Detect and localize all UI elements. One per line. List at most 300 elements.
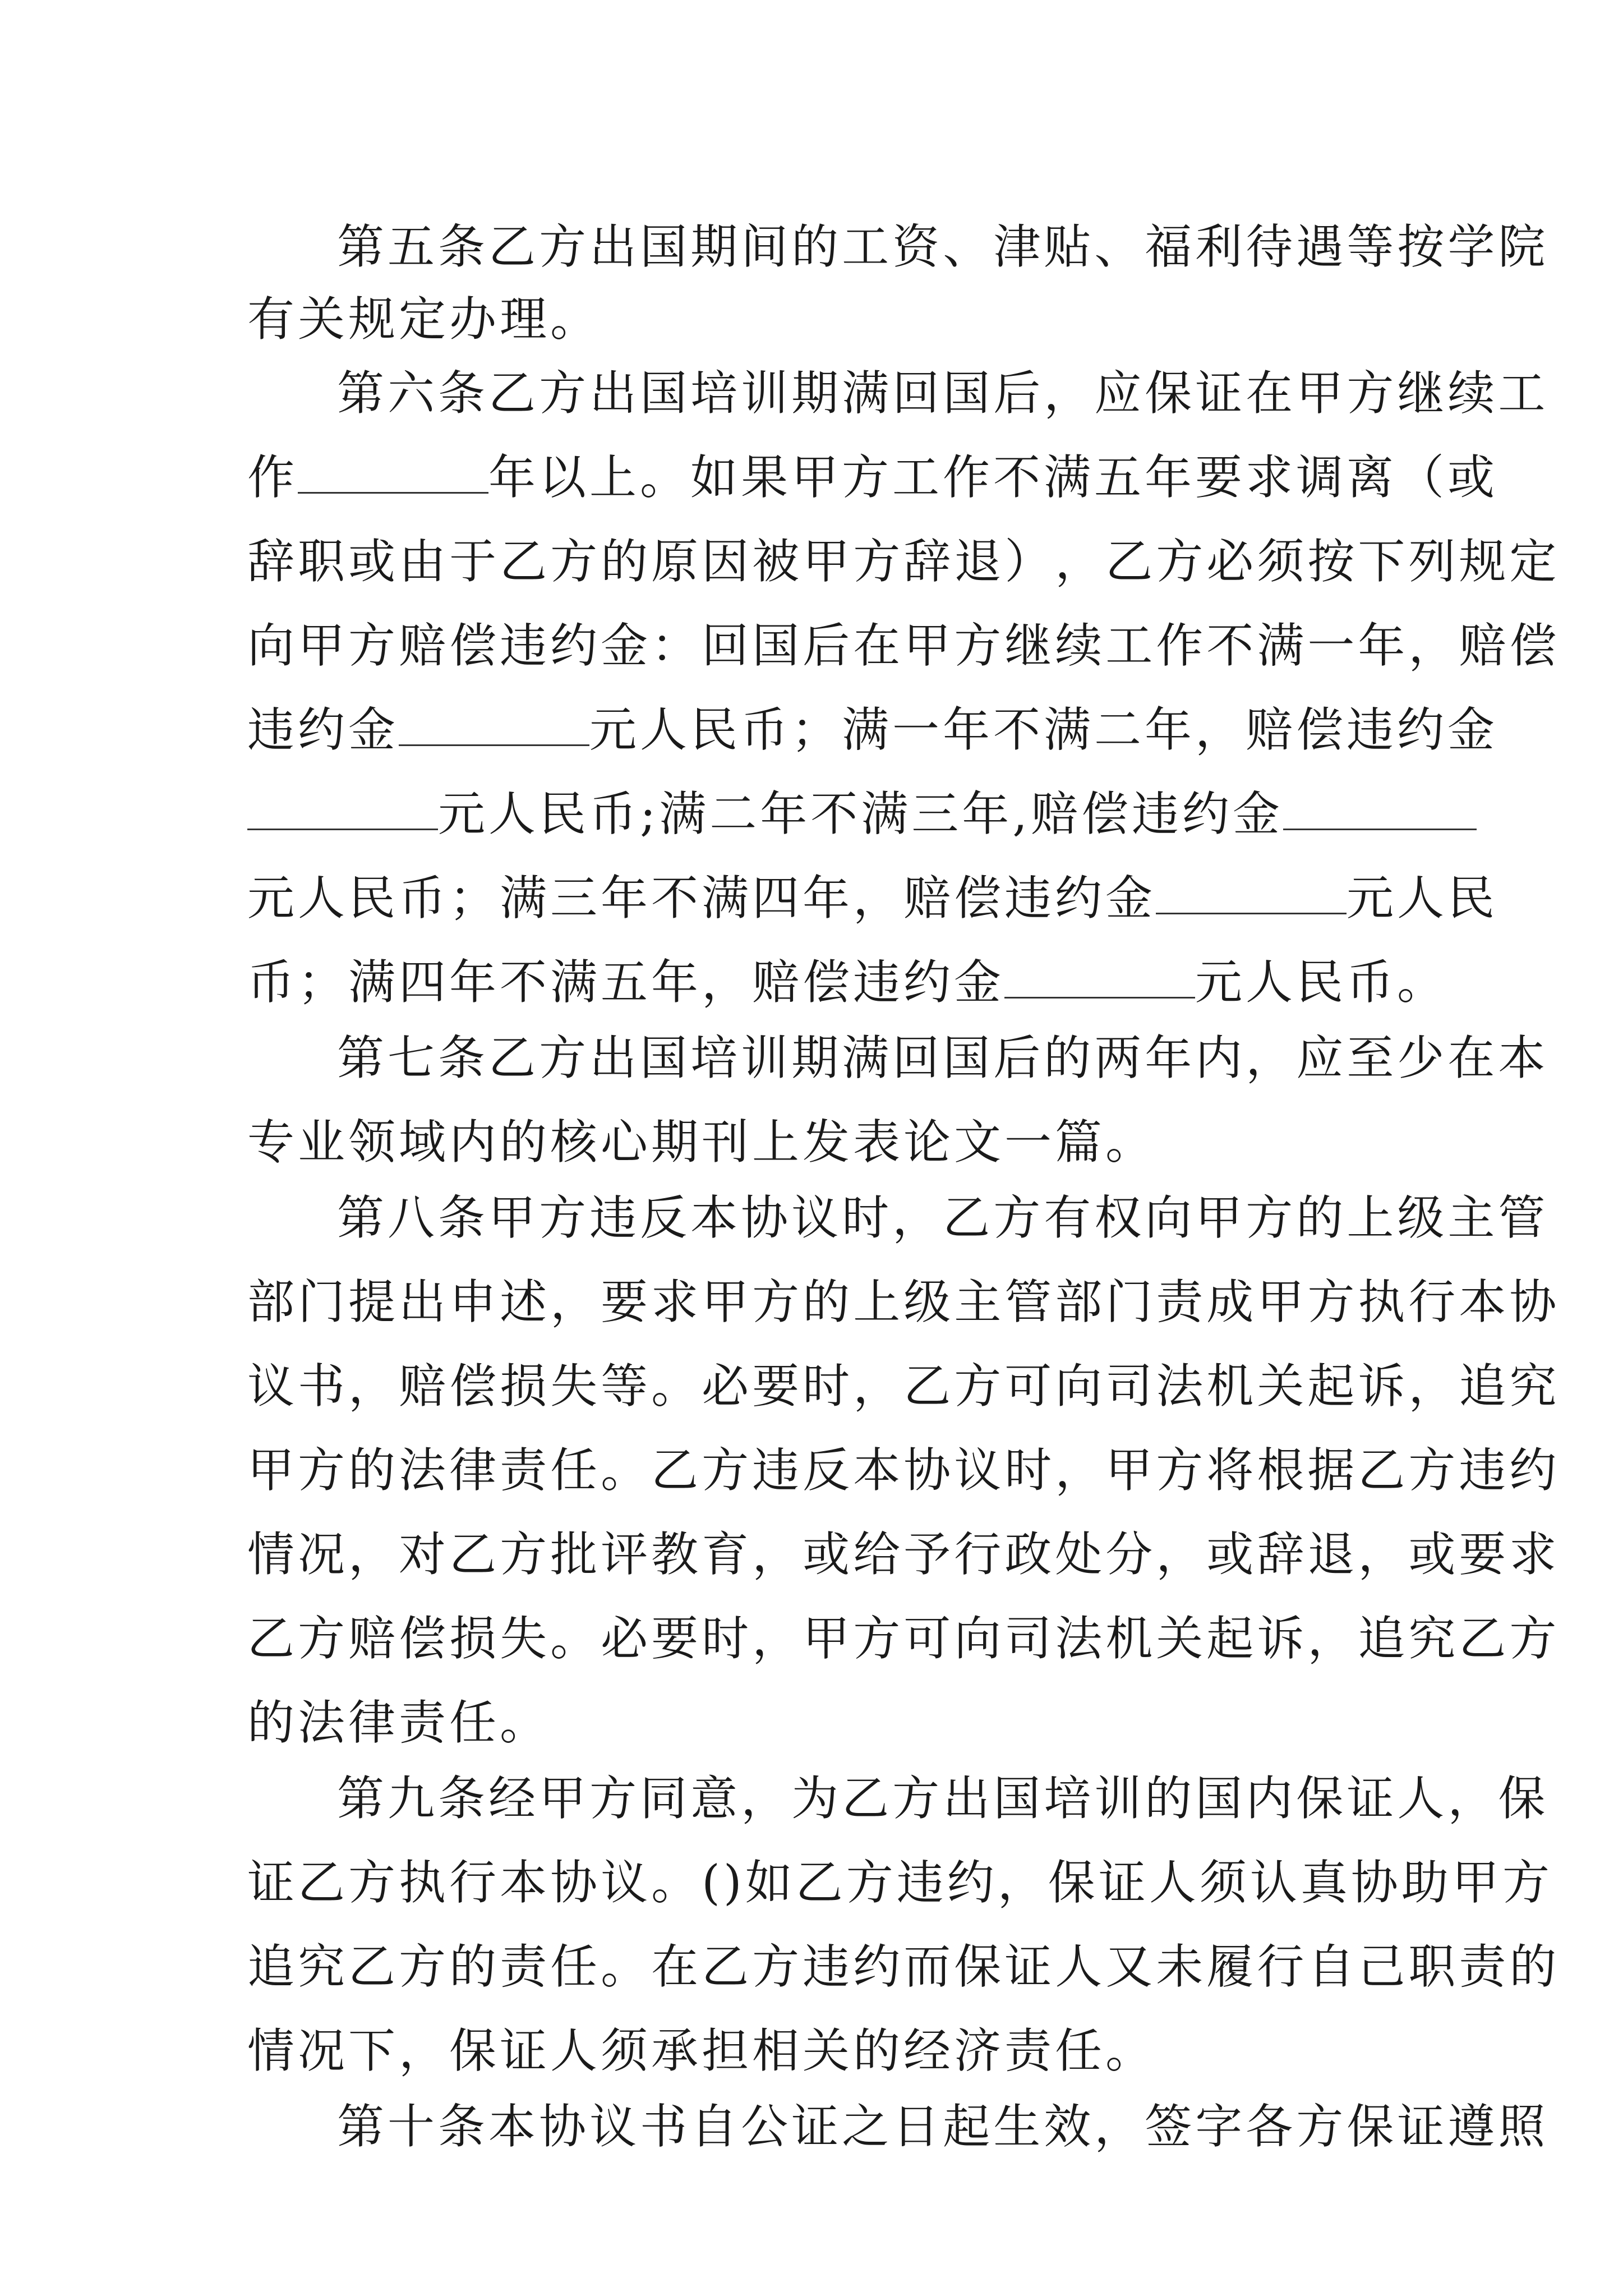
glyph: 之 bbox=[842, 2099, 893, 2154]
glyph: 有 bbox=[1044, 1190, 1095, 1245]
glyph: 经 bbox=[488, 1771, 540, 1826]
glyph: 乙 bbox=[795, 1855, 846, 1910]
glyph: 认 bbox=[1249, 1855, 1301, 1910]
glyph: 保 bbox=[1145, 366, 1196, 421]
glyph: 方 bbox=[1347, 366, 1398, 421]
glyph: 议 bbox=[589, 2099, 640, 2154]
glyph: 违 bbox=[803, 1939, 854, 1994]
glyph: 自 bbox=[690, 2099, 741, 2154]
glyph: 偿 bbox=[449, 618, 500, 673]
years-blank[interactable] bbox=[298, 452, 488, 494]
glyph: 向 bbox=[1055, 1359, 1106, 1414]
glyph: 约 bbox=[550, 618, 601, 673]
glyph: 方 bbox=[550, 534, 601, 589]
glyph: 将 bbox=[1206, 1443, 1257, 1498]
glyph: ， bbox=[1156, 1527, 1207, 1582]
glyph: 协 bbox=[550, 1855, 601, 1910]
glyph: 应 bbox=[1094, 366, 1145, 421]
glyph: 对 bbox=[399, 1527, 450, 1582]
glyph: 违 bbox=[500, 618, 551, 673]
glyph: 期 bbox=[791, 366, 842, 421]
glyph: 责 bbox=[500, 1443, 551, 1498]
glyph: 证 bbox=[247, 1855, 298, 1910]
glyph: 法 bbox=[1055, 1611, 1106, 1666]
glyph: 列 bbox=[1408, 534, 1459, 589]
glyph: 教 bbox=[651, 1527, 702, 1582]
glyph: 究 bbox=[1408, 1611, 1459, 1666]
glyph: ， bbox=[853, 1359, 904, 1414]
glyph: 或 bbox=[348, 534, 399, 589]
glyph: 助 bbox=[1401, 1855, 1452, 1910]
glyph: 反 bbox=[640, 1190, 691, 1245]
glyph: 门 bbox=[298, 1274, 349, 1329]
glyph: 同 bbox=[640, 1771, 691, 1826]
glyph: 约 bbox=[947, 1855, 998, 1910]
glyph: 甲 bbox=[247, 1443, 298, 1498]
glyph: 国 bbox=[640, 1030, 691, 1085]
glyph: 违 bbox=[1459, 1443, 1510, 1498]
glyph: ） bbox=[1004, 534, 1055, 589]
article-9-line-4 bbox=[247, 2009, 1387, 2093]
penalty-year3-blank[interactable] bbox=[1283, 788, 1477, 830]
glyph: 甲 bbox=[903, 618, 955, 673]
glyph: 甲 bbox=[488, 1190, 540, 1245]
glyph: 求 bbox=[651, 1274, 702, 1329]
glyph: 损 bbox=[449, 1611, 500, 1666]
glyph: 偿 bbox=[399, 1611, 450, 1666]
glyph: ， bbox=[1408, 1359, 1459, 1414]
article-6-line-7 bbox=[247, 856, 1498, 940]
glyph: 保 bbox=[1048, 1855, 1099, 1910]
glyph: 追 bbox=[1358, 1611, 1409, 1666]
article-7-line-2 bbox=[247, 1100, 1387, 1184]
glyph: 内 bbox=[1195, 1030, 1246, 1085]
glyph: 方 bbox=[853, 534, 904, 589]
glyph: 成 bbox=[1206, 1274, 1257, 1329]
glyph: 后 bbox=[993, 366, 1044, 421]
glyph: 原 bbox=[651, 534, 702, 589]
glyph: 证 bbox=[1098, 1855, 1149, 1910]
glyph: 法 bbox=[399, 1443, 450, 1498]
glyph: 贴 bbox=[1044, 219, 1095, 274]
glyph: 人 bbox=[1149, 1855, 1200, 1910]
glyph: 方 bbox=[1156, 1443, 1207, 1498]
glyph: 满 bbox=[1257, 618, 1308, 673]
glyph: 机 bbox=[1206, 1359, 1257, 1414]
glyph: 方 bbox=[1246, 1190, 1297, 1245]
glyph: 意 bbox=[690, 1771, 741, 1826]
article-8-line-4 bbox=[247, 1428, 1560, 1512]
glyph: 甲 bbox=[539, 1771, 590, 1826]
glyph: 方 bbox=[954, 1359, 1005, 1414]
glyph: 按 bbox=[1307, 534, 1358, 589]
glyph: 证 bbox=[1347, 1771, 1398, 1826]
glyph: 行 bbox=[954, 1527, 1005, 1582]
glyph: 生 bbox=[993, 2099, 1044, 2154]
glyph: 津 bbox=[993, 219, 1044, 274]
glyph: 遵 bbox=[1447, 2099, 1498, 2154]
glyph: 辞 bbox=[247, 534, 298, 589]
article-5-line-1 bbox=[337, 205, 1549, 289]
glyph: 国 bbox=[993, 1771, 1044, 1826]
glyph: 条 bbox=[438, 366, 489, 421]
glyph: 退 bbox=[1307, 1527, 1358, 1582]
glyph: 协 bbox=[1509, 1274, 1560, 1329]
article-6-line-1 bbox=[337, 351, 1549, 435]
glyph: 时 bbox=[702, 1611, 753, 1666]
glyph: 要 bbox=[752, 1359, 803, 1414]
penalty-year1-blank[interactable] bbox=[399, 704, 589, 746]
penalty-year2-blank[interactable] bbox=[247, 788, 438, 830]
glyph: 甲 bbox=[803, 534, 854, 589]
glyph: 向 bbox=[247, 618, 298, 673]
glyph: 赔 bbox=[399, 1359, 450, 1414]
glyph: 、 bbox=[1094, 219, 1145, 274]
glyph: 的 bbox=[1509, 1939, 1560, 1994]
glyph: 己 bbox=[1358, 1939, 1409, 1994]
glyph: 法 bbox=[1156, 1359, 1207, 1414]
glyph: 管 bbox=[1004, 1274, 1055, 1329]
glyph: 甲 bbox=[1195, 1190, 1246, 1245]
glyph: 后 bbox=[993, 1030, 1044, 1085]
glyph: 年 bbox=[1358, 618, 1409, 673]
glyph: 方 bbox=[993, 1190, 1044, 1245]
glyph: 第 bbox=[337, 1190, 388, 1245]
glyph: 国 bbox=[640, 366, 691, 421]
glyph: 培 bbox=[690, 1030, 741, 1085]
glyph: 续 bbox=[1055, 618, 1106, 673]
glyph: 训 bbox=[1094, 1771, 1145, 1826]
glyph: ： bbox=[651, 618, 702, 673]
glyph: 的 bbox=[1296, 1190, 1347, 1245]
glyph: 述 bbox=[500, 1274, 551, 1329]
glyph: 条 bbox=[438, 219, 489, 274]
glyph: 本 bbox=[1498, 1030, 1549, 1085]
glyph: 或 bbox=[1206, 1527, 1257, 1582]
glyph: 在 bbox=[1246, 366, 1297, 421]
glyph: 诉 bbox=[1358, 1359, 1409, 1414]
glyph: 失 bbox=[550, 1359, 601, 1414]
glyph: 条 bbox=[438, 1771, 489, 1826]
glyph: 司 bbox=[1004, 1611, 1055, 1666]
glyph: 方 bbox=[348, 618, 399, 673]
glyph: 任 bbox=[550, 1443, 601, 1498]
glyph: 行 bbox=[1257, 1939, 1308, 1994]
glyph: 协 bbox=[741, 1190, 792, 1245]
glyph: 继 bbox=[1397, 366, 1448, 421]
glyph: 乙 bbox=[488, 366, 540, 421]
glyph: 证 bbox=[791, 2099, 842, 2154]
glyph: 违 bbox=[752, 1443, 803, 1498]
glyph: 作 bbox=[1156, 618, 1207, 673]
glyph: 必 bbox=[601, 1611, 652, 1666]
glyph: 培 bbox=[1044, 1771, 1095, 1826]
glyph: 国 bbox=[752, 618, 803, 673]
glyph: 应 bbox=[1296, 1030, 1347, 1085]
glyph: 甲 bbox=[702, 1274, 753, 1329]
glyph: 本 bbox=[1459, 1274, 1510, 1329]
glyph: 。 bbox=[601, 1939, 652, 1994]
glyph: 起 bbox=[943, 2099, 994, 2154]
glyph: 在 bbox=[853, 618, 904, 673]
glyph: 辞 bbox=[1257, 1527, 1308, 1582]
glyph: 甲 bbox=[803, 1611, 854, 1666]
glyph: 可 bbox=[903, 1611, 955, 1666]
glyph: 一 bbox=[1307, 618, 1358, 673]
glyph: 甲 bbox=[1296, 366, 1347, 421]
glyph: 的 bbox=[791, 219, 842, 274]
glyph: 保 bbox=[1347, 2099, 1398, 2154]
glyph: ， bbox=[997, 1855, 1048, 1910]
glyph: 七 bbox=[388, 1030, 439, 1085]
article-5-text-2: 有关规定办理。 bbox=[247, 292, 601, 347]
glyph: ， bbox=[1055, 534, 1106, 589]
glyph: 条 bbox=[438, 1190, 489, 1245]
glyph: 求 bbox=[1509, 1527, 1560, 1582]
glyph: 方 bbox=[1307, 1274, 1358, 1329]
glyph: 方 bbox=[846, 1855, 897, 1910]
glyph: 上 bbox=[853, 1274, 904, 1329]
glyph: 六 bbox=[388, 366, 439, 421]
glyph: 书 bbox=[298, 1359, 349, 1414]
glyph: 八 bbox=[388, 1190, 439, 1245]
glyph: 乙 bbox=[903, 1359, 955, 1414]
penalty-year5-blank[interactable] bbox=[1004, 956, 1195, 999]
glyph: 主 bbox=[954, 1274, 1005, 1329]
glyph: 赔 bbox=[399, 618, 450, 673]
penalty-year4-blank[interactable] bbox=[1156, 872, 1347, 914]
glyph: 第 bbox=[337, 1030, 388, 1085]
glyph: 保 bbox=[1296, 1771, 1347, 1826]
glyph: 待 bbox=[1246, 219, 1297, 274]
glyph: 。 bbox=[550, 1611, 601, 1666]
article-6-text-5b: 元人民币；满一年不满二年，赔偿违约金 bbox=[589, 702, 1498, 757]
glyph: 出 bbox=[943, 1771, 994, 1826]
article-6-text-8a: 币；满四年不满五年，赔偿违约金 bbox=[247, 955, 1005, 1010]
glyph: 议 bbox=[601, 1855, 652, 1910]
glyph: 协 bbox=[903, 1443, 955, 1498]
glyph: 分 bbox=[1105, 1527, 1156, 1582]
glyph: ， bbox=[550, 1274, 601, 1329]
glyph: 利 bbox=[1195, 219, 1246, 274]
article-6-text-7b: 元人民 bbox=[1347, 871, 1498, 926]
glyph: 况 bbox=[298, 1527, 349, 1582]
glyph: 乙 bbox=[500, 534, 551, 589]
glyph: 内 bbox=[1246, 1771, 1297, 1826]
glyph: 约 bbox=[853, 1939, 904, 1994]
article-9-line-1 bbox=[337, 1756, 1549, 1841]
glyph: 人 bbox=[1397, 1771, 1448, 1826]
glyph: 为 bbox=[791, 1771, 842, 1826]
glyph: 方 bbox=[1408, 1443, 1459, 1498]
glyph: 五 bbox=[388, 219, 439, 274]
glyph: 本 bbox=[488, 2099, 540, 2154]
glyph: 须 bbox=[1199, 1855, 1250, 1910]
glyph: 要 bbox=[1459, 1527, 1510, 1582]
glyph: 要 bbox=[601, 1274, 652, 1329]
glyph: 方 bbox=[539, 219, 590, 274]
glyph: 出 bbox=[589, 219, 640, 274]
glyph: 方 bbox=[853, 1611, 904, 1666]
glyph: 方 bbox=[298, 1443, 349, 1498]
glyph: 行 bbox=[1408, 1274, 1459, 1329]
article-6-text-5a: 违约金 bbox=[247, 702, 399, 757]
glyph: 或 bbox=[803, 1527, 854, 1582]
glyph: 按 bbox=[1397, 219, 1448, 274]
glyph: 证 bbox=[1004, 1939, 1055, 1994]
glyph: 乙 bbox=[702, 1939, 753, 1994]
glyph: 的 bbox=[449, 1939, 500, 1994]
glyph: 九 bbox=[388, 1771, 439, 1826]
glyph: 由 bbox=[399, 534, 450, 589]
glyph: 因 bbox=[702, 534, 753, 589]
glyph: 于 bbox=[449, 534, 500, 589]
glyph: ， bbox=[741, 1771, 792, 1826]
glyph: 乙 bbox=[1105, 534, 1156, 589]
glyph: 乙 bbox=[1358, 1443, 1409, 1498]
glyph: 时 bbox=[842, 1190, 893, 1245]
glyph: 乙 bbox=[488, 1030, 540, 1085]
glyph: 训 bbox=[741, 1030, 792, 1085]
glyph: 出 bbox=[399, 1274, 450, 1329]
glyph: 级 bbox=[1397, 1190, 1448, 1245]
article-6-line-6 bbox=[247, 772, 1387, 856]
glyph: 后 bbox=[803, 618, 854, 673]
glyph: ， bbox=[1408, 618, 1459, 673]
glyph: 损 bbox=[500, 1359, 551, 1414]
article-6-line-8 bbox=[247, 940, 1448, 1024]
glyph: 如 bbox=[745, 1855, 796, 1910]
glyph: 给 bbox=[853, 1527, 904, 1582]
glyph: 第 bbox=[337, 1771, 388, 1826]
glyph: 方 bbox=[539, 1030, 590, 1085]
glyph: 司 bbox=[1105, 1359, 1156, 1414]
glyph: 各 bbox=[1246, 2099, 1297, 2154]
glyph: 签 bbox=[1145, 2099, 1196, 2154]
glyph: 本 bbox=[853, 1443, 904, 1498]
article-9-line-3 bbox=[247, 1925, 1560, 2009]
glyph: 究 bbox=[298, 1939, 349, 1994]
glyph: 评 bbox=[601, 1527, 652, 1582]
glyph: 乙 bbox=[247, 1611, 298, 1666]
glyph: 执 bbox=[399, 1855, 450, 1910]
glyph: 自 bbox=[1307, 1939, 1358, 1994]
glyph: 律 bbox=[449, 1443, 500, 1498]
glyph: 第 bbox=[337, 2099, 388, 2154]
glyph: 的 bbox=[803, 1274, 854, 1329]
glyph: 反 bbox=[803, 1443, 854, 1498]
glyph: 关 bbox=[1257, 1359, 1308, 1414]
glyph: 责 bbox=[500, 1939, 551, 1994]
glyph: 方 bbox=[752, 1274, 803, 1329]
glyph: ， bbox=[1358, 1527, 1409, 1582]
glyph: 执 bbox=[1358, 1274, 1409, 1329]
article-6-line-3 bbox=[247, 519, 1560, 604]
glyph: 根 bbox=[1257, 1443, 1308, 1498]
glyph: 不 bbox=[1206, 618, 1257, 673]
glyph: 可 bbox=[1004, 1359, 1055, 1414]
glyph: 方 bbox=[539, 366, 590, 421]
glyph: 时 bbox=[1004, 1443, 1055, 1498]
glyph: ， bbox=[1044, 366, 1095, 421]
glyph: 偿 bbox=[1509, 618, 1560, 673]
glyph: 回 bbox=[892, 1030, 943, 1085]
glyph: 乙 bbox=[488, 219, 540, 274]
article-9-text-4: 情况下，保证人须承担相关的经济责任。 bbox=[247, 2023, 1156, 2078]
article-6-line-5 bbox=[247, 688, 1498, 772]
glyph: 规 bbox=[1459, 534, 1510, 589]
glyph: 乙 bbox=[943, 1190, 994, 1245]
glyph: 起 bbox=[1206, 1611, 1257, 1666]
glyph: 乙 bbox=[1459, 1611, 1510, 1666]
glyph: 职 bbox=[298, 534, 349, 589]
glyph: 申 bbox=[449, 1274, 500, 1329]
glyph: 必 bbox=[1206, 534, 1257, 589]
glyph: 第 bbox=[337, 219, 388, 274]
glyph: 效 bbox=[1044, 2099, 1095, 2154]
glyph: 部 bbox=[247, 1274, 298, 1329]
glyph: 训 bbox=[741, 366, 792, 421]
glyph: 方 bbox=[1156, 534, 1207, 589]
glyph: 条 bbox=[438, 1030, 489, 1085]
glyph: 情 bbox=[247, 1527, 298, 1582]
glyph: 出 bbox=[589, 366, 640, 421]
glyph: 日 bbox=[892, 2099, 943, 2154]
glyph: 协 bbox=[1350, 1855, 1401, 1910]
glyph: 向 bbox=[954, 1611, 1005, 1666]
glyph: ， bbox=[1307, 1611, 1358, 1666]
glyph: 间 bbox=[741, 219, 792, 274]
glyph: 向 bbox=[1145, 1190, 1196, 1245]
article-8-line-1 bbox=[337, 1176, 1549, 1260]
glyph: 方 bbox=[589, 1771, 640, 1826]
glyph: 须 bbox=[1257, 534, 1308, 589]
glyph: 的 bbox=[1044, 1030, 1095, 1085]
glyph: 的 bbox=[1145, 1771, 1196, 1826]
glyph: 甲 bbox=[1257, 1274, 1308, 1329]
glyph: 退 bbox=[954, 534, 1005, 589]
glyph: 期 bbox=[791, 1030, 842, 1085]
glyph: 证 bbox=[1397, 2099, 1448, 2154]
article-6-text-6a: 元人民币;满二年不满三年,赔偿违约金 bbox=[438, 786, 1284, 841]
article-7-text-2: 专业领域内的核心期刊上发表论文一篇。 bbox=[247, 1115, 1156, 1170]
glyph: 国 bbox=[943, 1030, 994, 1085]
glyph: 遇 bbox=[1296, 219, 1347, 274]
glyph: 。 bbox=[601, 1443, 652, 1498]
glyph: 、 bbox=[943, 219, 994, 274]
glyph: 年 bbox=[1145, 1030, 1196, 1085]
glyph: 保 bbox=[1498, 1771, 1549, 1826]
glyph: 下 bbox=[1358, 534, 1409, 589]
glyph: 任 bbox=[550, 1939, 601, 1994]
glyph: 照 bbox=[1498, 2099, 1549, 2154]
article-6-text-2a: 作 bbox=[247, 450, 298, 505]
glyph: 培 bbox=[690, 366, 741, 421]
glyph: 履 bbox=[1206, 1939, 1257, 1994]
glyph: 偿 bbox=[449, 1359, 500, 1414]
glyph: 公 bbox=[741, 2099, 792, 2154]
glyph: 本 bbox=[500, 1855, 551, 1910]
glyph: 诉 bbox=[1257, 1611, 1308, 1666]
glyph: ， bbox=[1246, 1030, 1297, 1085]
glyph: 机 bbox=[1105, 1611, 1156, 1666]
glyph: 处 bbox=[1055, 1527, 1106, 1582]
article-10-line-1 bbox=[337, 2085, 1549, 2169]
glyph: ， bbox=[752, 1611, 803, 1666]
glyph: ( bbox=[702, 1855, 723, 1910]
glyph: 工 bbox=[1105, 618, 1156, 673]
glyph: 方 bbox=[954, 618, 1005, 673]
